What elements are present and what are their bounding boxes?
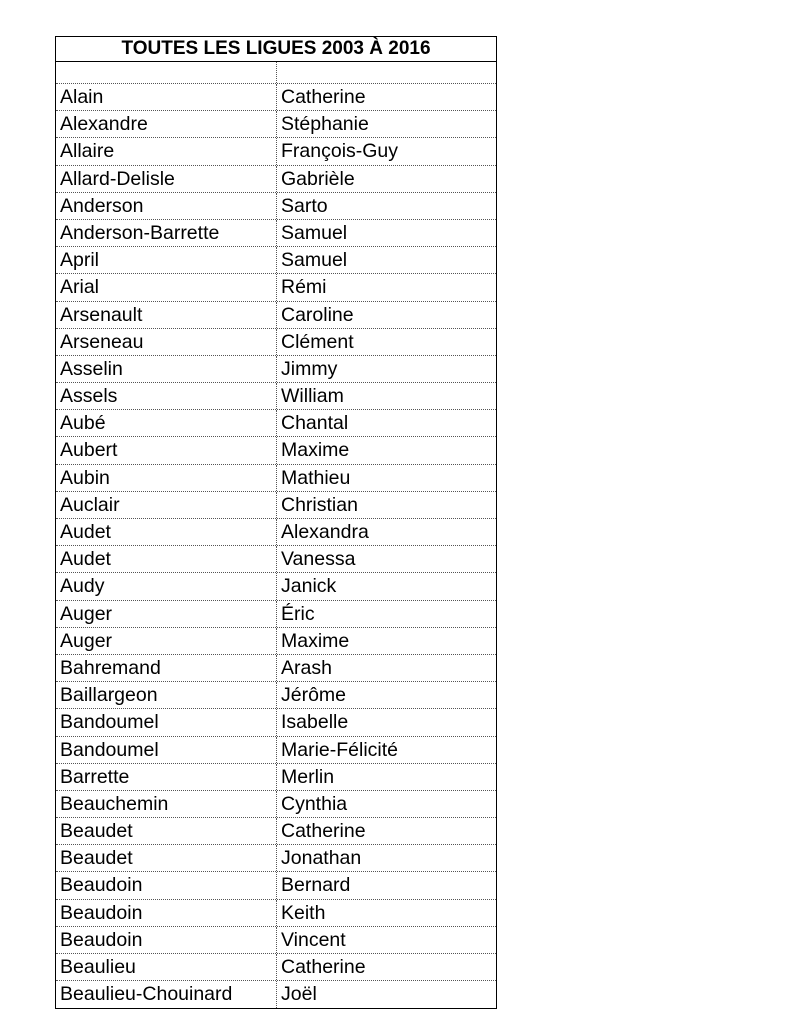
- table-row: [56, 791, 496, 818]
- table-row: [56, 845, 496, 872]
- first-name-cell: Jonathan: [281, 847, 362, 870]
- first-name-cell: Isabelle: [281, 711, 349, 734]
- table-row: [56, 764, 496, 791]
- last-name-cell: Baillargeon: [56, 682, 277, 708]
- last-name-cell: Audy: [56, 573, 277, 599]
- last-name-cell: Beaulieu: [56, 954, 277, 980]
- first-name-cell: Éric: [281, 602, 315, 625]
- blank-row: [56, 62, 496, 84]
- table-row: [56, 818, 496, 845]
- table-row: [56, 573, 496, 600]
- table-row: [56, 682, 496, 709]
- first-name-cell: Samuel: [281, 221, 348, 244]
- last-name-cell: Beaudoin: [56, 900, 277, 926]
- table-row: [56, 302, 496, 329]
- first-name-cell: Samuel: [281, 249, 348, 272]
- first-name-cell: Janick: [281, 575, 337, 598]
- table-row: [56, 247, 496, 274]
- first-name-cell: Chantal: [281, 412, 349, 435]
- last-name-cell: Beaudet: [56, 845, 277, 871]
- last-name-cell: Aubert: [56, 437, 277, 463]
- last-name-cell: Allard-Delisle: [56, 166, 277, 192]
- table-row: [56, 383, 496, 410]
- last-name-cell: Auger: [56, 601, 277, 627]
- table-row: [56, 655, 496, 682]
- last-name-cell: Audet: [56, 519, 277, 545]
- first-name-cell: Sarto: [281, 194, 328, 217]
- last-name-cell: Anderson: [56, 193, 277, 219]
- table-title: TOUTES LES LIGUES 2003 À 2016: [56, 37, 496, 62]
- first-name-cell: François-Guy: [281, 140, 399, 163]
- table-row: [56, 193, 496, 220]
- table-row: [56, 465, 496, 492]
- first-name-cell: Catherine: [281, 820, 366, 843]
- first-name-cell: Vanessa: [281, 548, 356, 571]
- last-name-cell: Alexandre: [56, 111, 277, 137]
- blank-cell-first: [277, 62, 496, 83]
- last-name-cell: Beaudet: [56, 818, 277, 844]
- first-name-cell: Bernard: [281, 874, 351, 897]
- last-name-cell: Alain: [56, 84, 277, 110]
- table-row: [56, 84, 496, 111]
- last-name-cell: Assels: [56, 383, 277, 409]
- first-name-cell: Jérôme: [281, 684, 347, 707]
- last-name-cell: Beaudoin: [56, 927, 277, 953]
- last-name-cell: Arsenault: [56, 302, 277, 328]
- first-name-cell: Rémi: [281, 276, 327, 299]
- table-row: [56, 437, 496, 464]
- first-name-cell: Jimmy: [281, 357, 338, 380]
- first-name-cell: Stéphanie: [281, 113, 369, 136]
- first-name-cell: Arash: [281, 656, 332, 679]
- first-name-cell: Maxime: [281, 439, 350, 462]
- first-name-cell: Clément: [281, 330, 354, 353]
- last-name-cell: Aubé: [56, 410, 277, 436]
- table-row: [56, 546, 496, 573]
- table-row: [56, 954, 496, 981]
- first-name-cell: Alexandra: [281, 521, 369, 543]
- table-row: [56, 329, 496, 356]
- first-name-cell: Mathieu: [281, 466, 351, 489]
- names-table: [55, 36, 497, 1009]
- table-row: [56, 519, 496, 546]
- first-name-cell: Caroline: [281, 303, 354, 326]
- first-name-cell: Joël: [281, 983, 317, 1006]
- table-row: [56, 709, 496, 736]
- table-row: [56, 274, 496, 301]
- last-name-cell: Beaulieu-Chouinard: [56, 981, 277, 1008]
- first-name-cell: Merlin: [281, 765, 335, 788]
- table-row: [56, 872, 496, 899]
- table-row: [56, 981, 496, 1008]
- table-row: [56, 601, 496, 628]
- table-row: [56, 138, 496, 165]
- last-name-cell: April: [56, 247, 277, 273]
- table-row: [56, 166, 496, 193]
- last-name-cell: Asselin: [56, 356, 277, 382]
- last-name-cell: Arseneau: [56, 329, 277, 355]
- last-name-cell: Anderson-Barrette: [56, 220, 277, 246]
- table-row: [56, 356, 496, 383]
- last-name-cell: Auger: [56, 628, 277, 654]
- table-row: [56, 410, 496, 437]
- table-row: [56, 220, 496, 247]
- first-name-cell: Maxime: [281, 629, 350, 652]
- last-name-cell: Auclair: [56, 492, 277, 518]
- last-name-cell: Audet: [56, 546, 277, 572]
- last-name-cell: Arial: [56, 274, 277, 300]
- table-row: [56, 737, 496, 764]
- table-row: [56, 927, 496, 954]
- first-name-cell: Cynthia: [281, 792, 348, 815]
- first-name-cell: Marie-Félicité: [281, 738, 399, 761]
- first-name-cell: Keith: [281, 901, 326, 924]
- table-row: [56, 492, 496, 519]
- first-name-cell: Catherine: [281, 86, 366, 108]
- last-name-cell: Allaire: [56, 138, 277, 164]
- first-name-cell: William: [281, 385, 344, 408]
- first-name-cell: Catherine: [281, 956, 366, 978]
- last-name-cell: Bandoumel: [56, 709, 277, 735]
- last-name-cell: Aubin: [56, 465, 277, 491]
- last-name-cell: Bandoumel: [56, 737, 277, 763]
- first-name-cell: Christian: [281, 493, 358, 516]
- last-name-cell: Beauchemin: [56, 791, 277, 817]
- table-row: [56, 628, 496, 655]
- table-row: [56, 900, 496, 927]
- table-body: [56, 84, 496, 1008]
- table-row: [56, 111, 496, 138]
- first-name-cell: Vincent: [281, 928, 346, 951]
- first-name-cell: Gabrièle: [281, 167, 355, 190]
- last-name-cell: Beaudoin: [56, 872, 277, 898]
- last-name-cell: Bahremand: [56, 655, 277, 681]
- blank-cell-last: [56, 62, 277, 83]
- last-name-cell: Barrette: [56, 764, 277, 790]
